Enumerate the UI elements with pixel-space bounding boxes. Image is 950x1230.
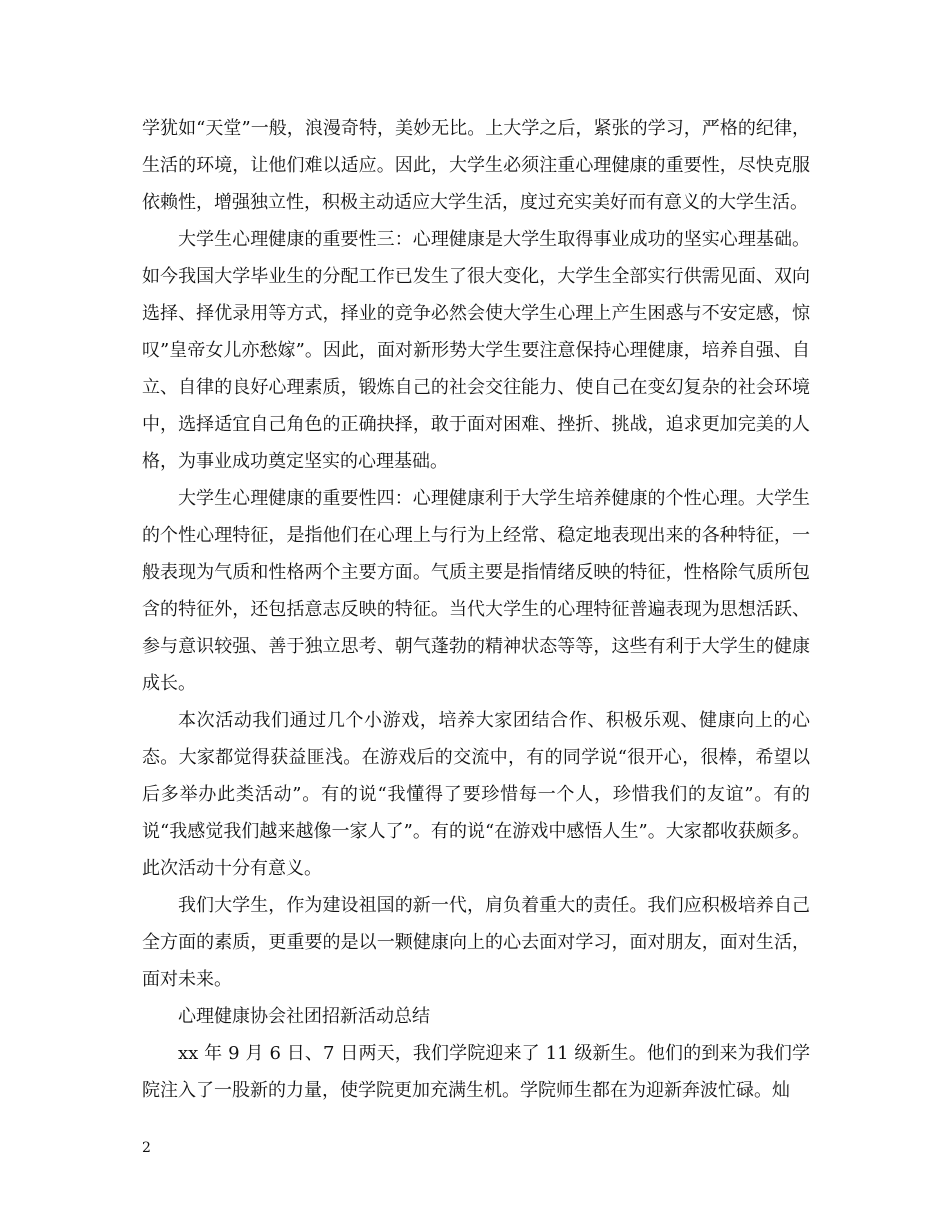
paragraph-continuation: 学犹如“天堂”一般，浪漫奇特，美妙无比。上大学之后，紧张的学习，严格的纪律，生活的环境，让他们难以适应。因此，大学生必须注重心理健康的重要性，尽快克服依赖性，增强独立性，积极主动适应大学生活，度过充实美好而有意义的大学生活。 xyxy=(142,118,810,213)
paragraph-activity-games: 本次活动我们通过几个小游戏，培养大家团结合作、积极乐观、健康向上的心态。大家都觉得获益匪浅。在游戏后的交流中，有的同学说“很开心，很棒，希望以后多举办此类活动”。有的说“我懂得了要珍惜每一个人，珍惜我们的友谊”。有的说“我感觉我们越来越像一家人了”。有的说“在游戏中感悟人生”。大家都收获颇多。此次活动十分有意义。 xyxy=(142,710,810,879)
document-body xyxy=(142,110,810,1109)
page-number: 2 xyxy=(142,1140,151,1156)
paragraph-responsibility: 我们大学生，作为建设祖国的新一代，肩负着重大的责任。我们应积极培养自己全方面的素质，更重要的是以一颗健康向上的心去面对学习，面对朋友，面对生活，面对未来。 xyxy=(142,895,810,990)
paragraph-importance-four: 大学生心理健康的重要性四：心理健康利于大学生培养健康的个性心理。大学生的个性心理特征，是指他们在心理上与行为上经常、稳定地表现出来的各种特征，一般表现为气质和性格两个主要方面。气质主要是指情绪反映的特征，性格除气质所包含的特征外，还包括意志反映的特征。当代大学生的心理特征普遍表现为思想活跃、参与意识较强、善于独立思考、朝气蓬勃的精神状态等等，这些有利于大学生的健康成长。 xyxy=(142,488,810,694)
paragraph-recruitment: xx 年 9 月 6 日、7 日两天，我们学院迎来了 11 级新生。他们的到来为我们学院注入了一股新的力量，使学院更加充满生机。学院师生都在为迎新奔波忙碌。灿 xyxy=(142,1043,810,1101)
paragraph-importance-three: 大学生心理健康的重要性三：心理健康是大学生取得事业成功的坚实心理基础。如今我国大学毕业生的分配工作已发生了很大变化，大学生全部实行供需见面、双向选择、择优录用等方式，择业的竞争必然会使大学生心理上产生困惑与不安定感，惊叹”皇帝女儿亦愁嫁”。因此，面对新形势大学生要注意保持心理健康，培养自强、自立、自律的良好心理素质，锻炼自己的社会交往能力、使自己在变幻复杂的社会环境中，选择适宜自己角色的正确抉择，敢于面对困难、挫折、挑战，追求更加完美的人格，为事业成功奠定坚实的心理基础。 xyxy=(142,229,810,472)
section-heading: 心理健康协会社团招新活动总结 xyxy=(178,1006,430,1027)
